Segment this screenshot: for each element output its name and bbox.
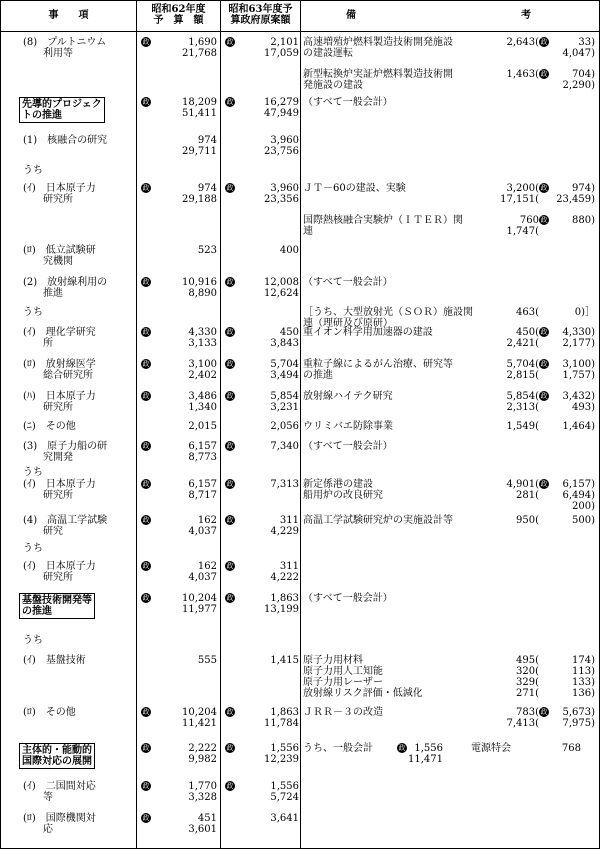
remark-text: （すべて一般会計）	[303, 593, 393, 604]
section-heading: 基盤技術開発等 の推進	[19, 593, 95, 619]
item-label: (ｲ) 日本原子力 研究所	[23, 183, 96, 205]
government-mark-icon: 政	[142, 98, 150, 106]
government-mark-icon: 政	[540, 70, 548, 78]
government-mark-icon: 政	[142, 328, 150, 336]
government-mark-icon: 政	[226, 744, 234, 752]
fy63-amount: 3,641	[270, 813, 299, 824]
item-label: (ｲ) 日本原子力 研究所	[23, 561, 96, 583]
fy63-amount: 16,279 47,949	[264, 97, 299, 119]
item-label: うち	[23, 635, 43, 646]
remark-amount: 974) 23,459)	[556, 183, 595, 205]
remark-amount: 5,854( 2,313(	[506, 391, 539, 413]
remark-amount: 760 1,747(	[506, 215, 539, 237]
fy62-amount: 10,916 8,890	[182, 277, 217, 299]
fy62-amount: 3,486 1,340	[188, 391, 217, 413]
remark-amount: 463(	[516, 307, 539, 318]
item-label: (ﾊ) 日本原子力 研究所	[23, 391, 96, 413]
government-mark-icon: 政	[142, 184, 150, 192]
item-label: うち	[23, 165, 43, 176]
fy62-amount: 6,157 8,773	[188, 441, 217, 463]
fy63-amount: 1,415	[270, 655, 299, 666]
government-mark-icon: 政	[142, 360, 150, 368]
fy62-amount: 451 3,601	[188, 813, 217, 835]
fy62-amount: 2,015	[188, 421, 217, 432]
fy63-amount: 311 4,229	[270, 515, 299, 537]
header-divider	[1, 31, 599, 32]
header-item: 事 項	[48, 10, 89, 21]
government-mark-icon: 政	[540, 360, 548, 368]
fy62-amount: 10,204 11,421	[182, 707, 217, 729]
government-mark-icon: 政	[142, 708, 150, 716]
fy62-amount: 18,209 51,411	[182, 97, 217, 119]
header-fy62: 昭和62年度 予 算 額	[151, 4, 206, 26]
header-remarks-1: 備	[346, 10, 356, 21]
item-label: (ﾆ) その他	[23, 421, 76, 432]
government-mark-icon: 政	[142, 814, 150, 822]
government-mark-icon: 政	[540, 480, 548, 488]
remark-amount: 3,100) 1,757)	[562, 359, 595, 381]
header-remarks-2: 考	[521, 10, 531, 21]
government-mark-icon: 政	[142, 392, 150, 400]
section-heading: 先導的プロジェク トの推進	[19, 97, 105, 123]
remark-text: 高速増殖炉燃料製造技術開発施設 の建設運転	[303, 37, 453, 59]
fy63-amount: 2,056	[270, 421, 299, 432]
fy63-amount: 7,340	[270, 441, 299, 452]
government-mark-icon: 政	[226, 516, 234, 524]
government-mark-icon: 政	[226, 562, 234, 570]
government-mark-icon: 政	[540, 708, 548, 716]
fy62-amount: 555	[197, 655, 217, 666]
fy63-amount: 1,863 11,784	[264, 707, 299, 729]
fy63-amount: 3,960 23,356	[264, 183, 299, 205]
government-mark-icon: 政	[226, 708, 234, 716]
remark-text: ＪＲＲ－３の改造	[303, 707, 383, 718]
remark-amount: 768	[561, 743, 581, 754]
fy63-amount: 5,854 3,231	[270, 391, 299, 413]
remark-text: 新型転換炉実証炉燃料製造技術開 発施設の建設	[303, 69, 453, 91]
remark-amount: 174) 113) 133) 136)	[572, 655, 595, 699]
government-mark-icon: 政	[540, 328, 548, 336]
remark-amount: 6,157) 6,494) 200)	[562, 479, 595, 512]
government-mark-icon: 政	[226, 360, 234, 368]
remark-text: （すべて一般会計）	[303, 277, 393, 288]
item-label: (ｲ) 二国間対応 等	[23, 781, 96, 803]
fy62-amount: 1,770 3,328	[188, 781, 217, 803]
item-label: (ﾛ) 放射線医学 総合研究所	[23, 359, 96, 381]
government-mark-icon: 政	[142, 594, 150, 602]
item-label: (ｲ) 基盤技術	[23, 655, 86, 666]
remark-amount: 1,556 11,471	[408, 743, 443, 765]
remark-text: （すべて一般会計）	[303, 97, 393, 108]
fy63-amount: 1,556 5,724	[270, 781, 299, 803]
government-mark-icon: 政	[142, 38, 150, 46]
fy62-amount: 2,222 9,982	[188, 743, 217, 765]
remark-amount: 880)	[572, 215, 595, 226]
government-mark-icon: 政	[226, 98, 234, 106]
remark-text: ［うち、大型放射光（ＳＯＲ）施設関 連（理研及び原研）	[303, 307, 473, 329]
remark-amount: 450( 2,421(	[506, 327, 539, 349]
item-label: うち	[23, 543, 43, 554]
government-mark-icon: 政	[142, 744, 150, 752]
remark-text: （すべて一般会計）	[303, 441, 393, 452]
government-mark-icon: 政	[142, 480, 150, 488]
item-label: (4) 高温工学試験 研究	[23, 515, 108, 537]
column-divider	[300, 1, 301, 848]
government-mark-icon: 政	[226, 328, 234, 336]
remark-amount: 3,200( 17,151(	[500, 183, 539, 205]
government-mark-icon: 政	[142, 516, 150, 524]
government-mark-icon: 政	[226, 184, 234, 192]
fy62-amount: 10,204 11,977	[182, 593, 217, 615]
remark-text: 原子力用材料 原子力用人工知能 原子力用レーザー 放射線リスク評価・低減化	[303, 655, 423, 699]
government-mark-icon: 政	[540, 392, 548, 400]
remark-amount: 495( 320( 329( 271(	[516, 655, 539, 699]
government-mark-icon: 政	[540, 38, 548, 46]
remark-text: 国際熱核融合実験炉（ＩＴＥＲ）関 連	[303, 215, 463, 237]
remark-amount: 4,330) 2,177)	[562, 327, 595, 349]
remark-text: 重イオン科学用加速器の建設	[303, 327, 433, 338]
fy63-amount: 400	[279, 245, 299, 256]
remark-amount: 0)］	[574, 307, 595, 318]
fy62-amount: 1,690 21,768	[182, 37, 217, 59]
item-label: (1) 核融合の研究	[23, 135, 108, 146]
item-label: (ﾛ) 低立試験研 究機関	[23, 245, 96, 267]
government-mark-icon: 政	[226, 782, 234, 790]
government-mark-icon: 政	[540, 216, 548, 224]
remark-amount: 1,463(	[506, 69, 539, 80]
column-divider	[136, 1, 137, 848]
remark-amount: 950(	[516, 515, 539, 526]
remark-amount: 5,704( 2,815(	[506, 359, 539, 381]
fy62-amount: 162 4,037	[188, 561, 217, 583]
fy63-amount: 1,556 12,239	[264, 743, 299, 765]
government-mark-icon: 政	[142, 782, 150, 790]
fy63-amount: 450 3,843	[270, 327, 299, 349]
fy62-amount: 974 29,188	[182, 183, 217, 205]
remark-text: ＪＴ－60の建設、実験	[303, 183, 406, 194]
government-mark-icon: 政	[142, 442, 150, 450]
item-label: (2) 放射線利用の 推進	[23, 277, 108, 299]
remark-amount: 4,901( 281(	[506, 479, 539, 501]
remark-text: 高温工学試験研究炉の実施設計等	[303, 515, 453, 526]
fy62-amount: 974 29,711	[182, 135, 217, 157]
item-label: (3) 原子力船の研 究開発	[23, 441, 108, 463]
remark-text: うち、一般会計	[303, 743, 373, 754]
item-label: (8) プルトニウム 利用等	[23, 37, 107, 59]
remark-amount: 5,673) 7,975)	[562, 707, 595, 729]
item-label: (ｲ) 日本原子力 研究所	[23, 479, 96, 501]
remark-amount: 500)	[572, 515, 595, 526]
item-label: (ﾛ) 国際機関対 応	[23, 813, 96, 835]
remark-text: 重粒子線によるがん治療、研究等 の推進	[303, 359, 453, 381]
section-heading: 主体的・能動的 国際対応の展開	[19, 743, 95, 769]
government-mark-icon: 政	[540, 184, 548, 192]
remark-text: 電源特会	[471, 743, 511, 754]
fy63-amount: 3,960 23,756	[264, 135, 299, 157]
remark-amount: 2,643(	[506, 37, 539, 48]
fy63-amount: 1,863 13,199	[264, 593, 299, 615]
government-mark-icon: 政	[142, 278, 150, 286]
remark-amount: 1,549(	[506, 421, 539, 432]
remark-amount: 704) 2,290)	[562, 69, 595, 91]
government-mark-icon: 政	[226, 480, 234, 488]
government-mark-icon: 政	[226, 278, 234, 286]
fy63-amount: 5,704 3,494	[270, 359, 299, 381]
item-label: うち	[23, 307, 43, 318]
remark-text: 新定係港の建設 船用炉の改良研究	[303, 479, 383, 501]
fy63-amount: 2,101 17,059	[264, 37, 299, 59]
header-fy63: 昭和63年度予 算政府原案額	[228, 4, 293, 26]
remark-amount: 33) 4,047)	[562, 37, 595, 59]
remark-text: ウリミバエ防除事業	[303, 421, 393, 432]
item-label: (ﾛ) その他	[23, 707, 76, 718]
government-mark-icon: 政	[142, 562, 150, 570]
fy62-amount: 523	[197, 245, 217, 256]
fy62-amount: 6,157 8,717	[188, 479, 217, 501]
column-divider	[220, 1, 221, 848]
government-mark-icon: 政	[226, 38, 234, 46]
fy63-amount: 7,313	[270, 479, 299, 490]
fy62-amount: 4,330 3,133	[188, 327, 217, 349]
government-mark-icon: 政	[226, 392, 234, 400]
fy63-amount: 12,008 12,624	[264, 277, 299, 299]
item-label: うち	[23, 467, 43, 478]
government-mark-icon: 政	[226, 594, 234, 602]
remark-text: 放射線ハイテク研究	[303, 391, 393, 402]
remark-amount: 3,432) 493)	[562, 391, 595, 413]
fy62-amount: 162 4,037	[188, 515, 217, 537]
fy63-amount: 311 4,222	[270, 561, 299, 583]
government-mark-icon: 政	[398, 744, 406, 752]
remark-amount: 783( 7,413(	[506, 707, 539, 729]
fy62-amount: 3,100 2,402	[188, 359, 217, 381]
government-mark-icon: 政	[226, 442, 234, 450]
remark-amount: 1,464)	[562, 421, 595, 432]
item-label: (ｲ) 理化学研究 所	[23, 327, 96, 349]
